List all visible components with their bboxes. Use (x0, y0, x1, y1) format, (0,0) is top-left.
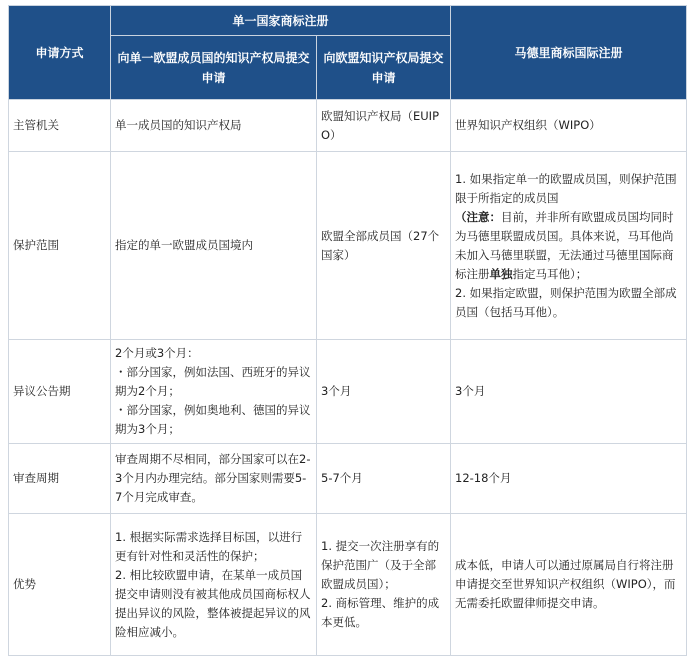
scope-madrid-note (455, 208, 682, 284)
row-label-examination: 审查周期 (9, 444, 111, 514)
row-label-authority: 主管机关 (9, 100, 111, 152)
header-national-office: 向单一欧盟成员国的知识产权局提交申请 (111, 36, 317, 100)
scope-madrid-note-label: （注意： (455, 209, 502, 224)
cell-scope-national: 指定的单一欧盟成员国境内 (111, 152, 317, 340)
cell-authority-national: 单一成员国的知识产权局 (111, 100, 317, 152)
cell-advantages-madrid: 成本低，申请人可以通过原属局自行将注册申请提交至世界知识产权组织（WIPO），而无需委托欧盟律师提交申请。 (451, 514, 687, 656)
header-method: 申请方式 (9, 6, 111, 100)
cell-opposition-national (111, 340, 317, 444)
cell-opposition-madrid: 3个月 (451, 340, 687, 444)
cell-scope-euipo: 欧盟全部成员国（27个国家） (317, 152, 451, 340)
scope-madrid-point-1: 1. 如果指定单一的欧盟成员国，则保护范围限于所指定的成员国 (455, 171, 677, 205)
opposition-national-line-2: ・部分国家，例如法国、西班牙的异议期为2个月； (115, 365, 311, 398)
scope-madrid-note-text-b: 指定马耳他）； (512, 266, 588, 281)
advantages-national-point-1: 1. 根据实际需求选择目标国，以进行更有针对性和灵活性的保护； (115, 529, 303, 563)
row-label-scope: 保护范围 (9, 152, 111, 340)
row-scope (9, 152, 687, 340)
row-authority (9, 100, 687, 152)
advantages-euipo-point-2: 2. 商标管理、维护的成本更低。 (321, 596, 440, 629)
comparison-table (8, 5, 687, 656)
scope-madrid-note-text-a: 目前，并非所有欧盟成员国均同时为马德里联盟成员国。具体来说，马耳他尚未加入马德里联盟，无法通过马德里国际商标注册 (455, 209, 674, 281)
cell-scope-madrid (451, 152, 687, 340)
cell-advantages-euipo (317, 514, 451, 656)
row-examination (9, 444, 687, 514)
opposition-national-line-3: ・部分国家，例如奥地利、德国的异议期为3个月； (115, 403, 311, 436)
cell-advantages-national (111, 514, 317, 656)
cell-examination-euipo: 5-7个月 (317, 444, 451, 514)
scope-madrid-point-2: 2. 如果指定欧盟，则保护范围为欧盟全部成员国（包括马耳他）。 (455, 285, 677, 319)
opposition-national-line-1: 2个月或3个月： (115, 346, 199, 360)
header-single-country-group: 单一国家商标注册 (111, 6, 451, 36)
advantages-euipo-point-1: 1. 提交一次注册享有的保护范围广（及于全部欧盟成员国）； (321, 539, 440, 591)
cell-authority-madrid: 世界知识产权组织（WIPO） (451, 100, 687, 152)
row-label-advantages: 优势 (9, 514, 111, 656)
cell-examination-national: 审查周期不尽相同，部分国家可以在2-3个月内办理完结。部分国家则需要5-7个月完成审查。 (111, 444, 317, 514)
header-euipo: 向欧盟知识产权局提交申请 (317, 36, 451, 100)
cell-examination-madrid: 12-18个月 (451, 444, 687, 514)
cell-authority-euipo: 欧盟知识产权局（EUIPO） (317, 100, 451, 152)
scope-madrid-note-emphasis: 单独 (489, 266, 513, 281)
header-madrid: 马德里商标国际注册 (451, 6, 687, 100)
advantages-national-point-2: 2. 相比较欧盟申请，在某单一成员国提交申请则没有被其他成员国商标权人提出异议的风险，整体被提起异议的风险相应减小。 (115, 567, 311, 639)
row-opposition (9, 340, 687, 444)
row-label-opposition: 异议公告期 (9, 340, 111, 444)
row-advantages (9, 514, 687, 656)
cell-opposition-euipo: 3个月 (317, 340, 451, 444)
